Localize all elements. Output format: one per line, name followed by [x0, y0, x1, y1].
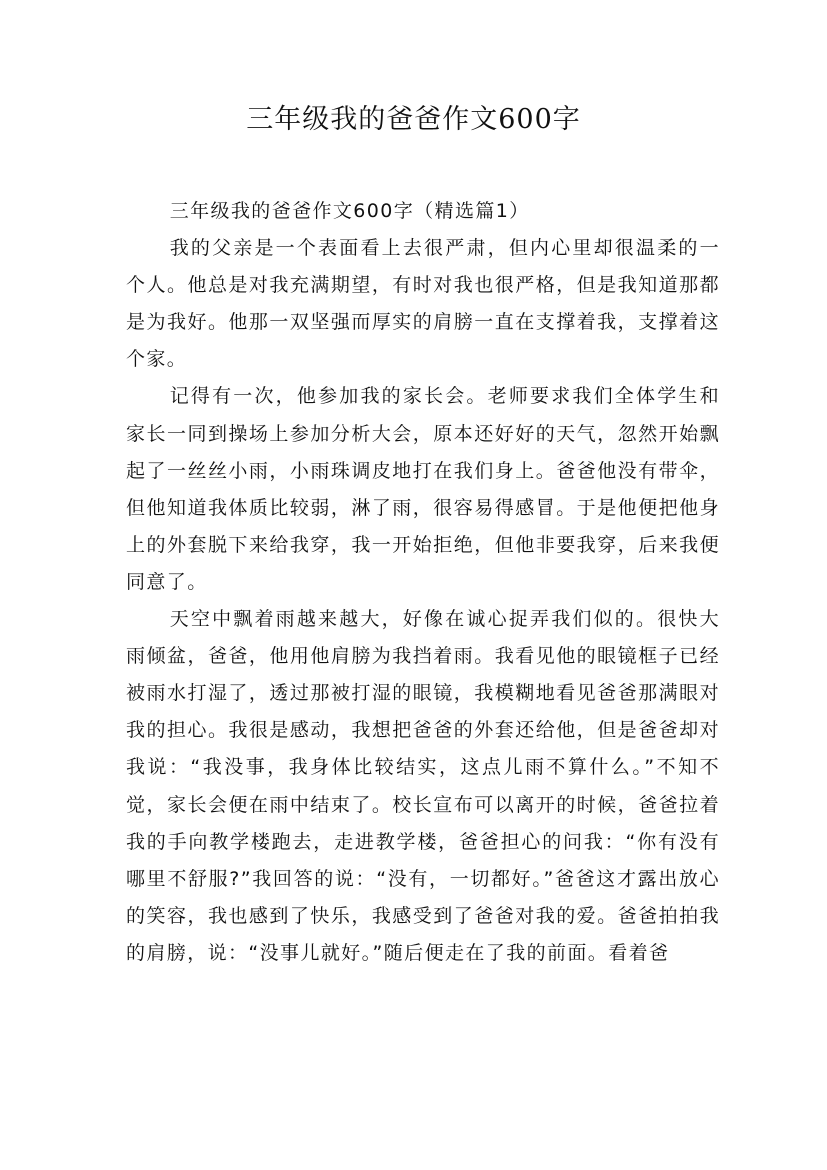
document-body	[126, 193, 720, 972]
paragraph-2: 记得有一次，他参加我的家长会。老师要求我们全体学生和家长一同到操场上参加分析大会，原本还好好的天气，忽然开始飘起了一丝丝小雨，小雨珠调皮地打在我们身上。爸爸他没有带伞，但他知道我体质比较弱，淋了雨，很容易得感冒。于是他便把他身上的外套脱下来给我穿，我一开始拒绝，但他非要我穿，后来我便同意了。	[126, 385, 720, 593]
document-subtitle: 三年级我的爸爸作文600字（精选篇1）	[169, 200, 530, 222]
paragraph-3: 天空中飘着雨越来越大，好像在诚心捉弄我们似的。很快大雨倾盆，爸爸，他用他肩膀为我挡着雨。我看见他的眼镜框子已经被雨水打湿了，透过那被打湿的眼镜，我模糊地看见爸爸那满眼对我的担心。我很是感动，我想把爸爸的外套还给他，但是爸爸却对我说：“我没事，我身体比较结实，这点儿雨不算什么。”不知不觉，家长会便在雨中结束了。校长宣布可以离开的时候，爸爸拉着我的手向教学楼跑去，走进教学楼，爸爸担心的问我：“你有没有哪里不舒服?”我回答的说：“没有，一切都好。”爸爸这才露出放心的笑容，我也感到了快乐，我感受到了爸爸对我的爱。爸爸拍拍我的肩膀，说：“没事儿就好。”随后便走在了我的前面。看着爸	[126, 608, 720, 964]
document-title: 三年级我的爸爸作文600字	[246, 104, 581, 135]
paragraph-1: 我的父亲是一个表面看上去很严肃，但内心里却很温柔的一个人。他总是对我充满期望，有时对我也很严格，但是我知道那都是为我好。他那一双坚强而厚实的肩膀一直在支撑着我，支撑着这个家。	[126, 237, 720, 371]
